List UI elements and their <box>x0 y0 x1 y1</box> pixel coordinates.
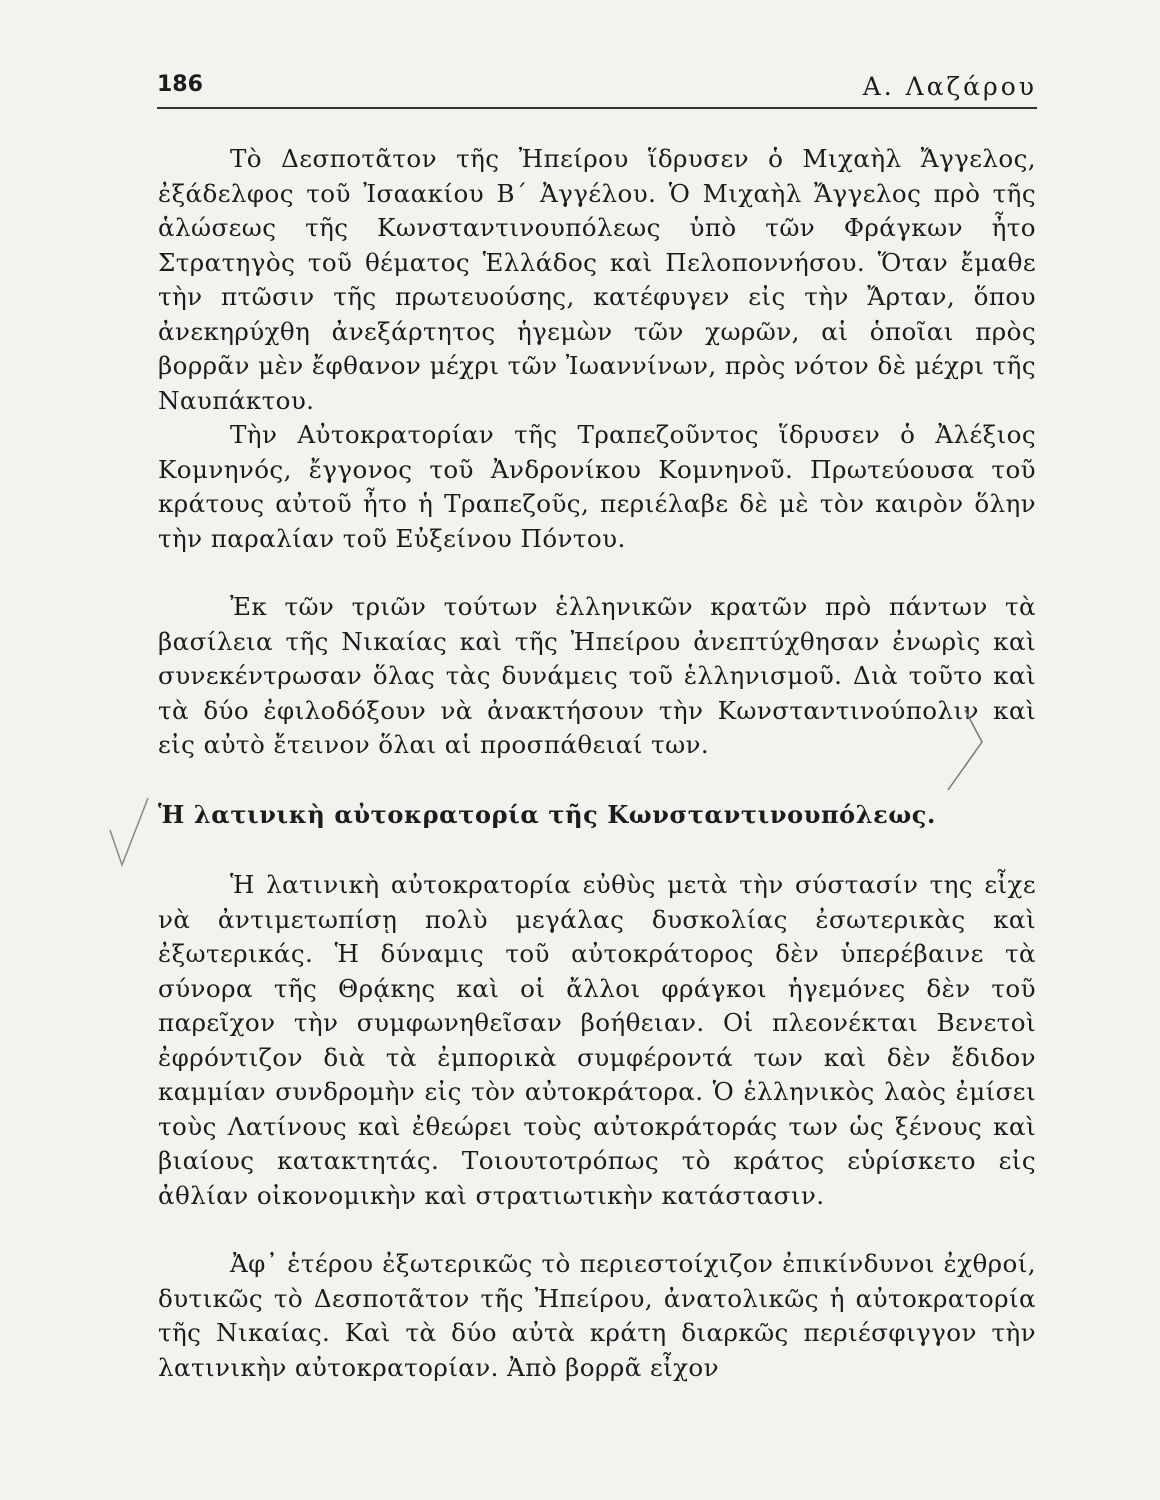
paragraph-despotate-epirus: Τὸ Δεσποτᾶτον τῆς Ἠπείρου ἵδρυσεν ὁ Μιχαὴλ Ἄγγελος, ἐξάδελφος τοῦ Ἰσαακίου Β΄ Ἀγγέλου. Ὁ Μιχαὴλ Ἄγγελος πρὸ τῆς ἁλώσεως τῆς Κωνσταντινουπόλεως ὑπὸ τῶν Φράγκων ἦτο Στρατηγὸς τοῦ θέματος Ἑλλάδος καὶ Πελοποννήσου. Ὅταν ἔμαθε τὴν πτῶσιν τῆς πρωτευούσης, κατέφυγεν εἰς τὴν Ἄρταν, ὅπου ἀνεκηρύχθη ἀνεξάρτητος ἡγεμὼν τῶν χωρῶν, αἱ ὁποῖαι πρὸς βορρᾶν μὲν ἔφθανον μέχρι τῶν Ἰωαννίνων, πρὸς νότον δὲ μέχρι τῆς Ναυπάκτου. <box>158 144 1036 415</box>
paragraph-three-states: Ἐκ τῶν τριῶν τούτων ἑλληνικῶν κρατῶν πρὸ πάντων τὰ βασίλεια τῆς Νικαίας καὶ τῆς Ἠπείρου ἀνεπτύχθησαν ἐνωρὶς καὶ συνεκέντρωσαν ὅλας τὰς δυνάμεις τοῦ ἑλληνισμοῦ. Διὰ τοῦτο καὶ τὰ δύο ἐφιλοδόξουν νὰ ἀνακτήσουν τὴν Κωνσταντινούπολιν καὶ εἰς αὐτὸ ἔτεινον ὅλαι αἱ προσπάθειαί των. <box>158 592 1036 759</box>
pencil-checkmark <box>100 790 160 870</box>
paragraph-external-enemies: Ἀφ᾽ ἑτέρου ἐξωτερικῶς τὸ περιεστοίχιζον ἐπικίνδυνοι ἐχθροί, δυτικῶς τὸ Δεσποτᾶτον τῆς Ἠπείρου, ἀνατολικῶς ἡ αὐτοκρατορία τῆς Νικαίας. Καὶ τὰ δύο αὐτὰ κράτη διαρκῶς περιέσφιγγον τὴν λατινικὴν αὐτοκρατορίαν. Ἀπὸ βορρᾶ εἶχον <box>158 1249 1036 1382</box>
paragraph-latin-empire-difficulties: Ἡ λατινικὴ αὐτοκρατορία εὐθὺς μετὰ τὴν σύστασίν της εἶχε νὰ ἀντιμετωπίσῃ πολὺ μεγάλας δυσκολίας ἐσωτερικὰς καὶ ἐξωτερικάς. Ἡ δύναμις τοῦ αὐτοκράτορος δὲν ὑπερέβαινε τὰ σύνορα τῆς Θρᾴκης καὶ οἱ ἄλλοι φράγκοι ἡγεμόνες δὲν τοῦ παρεῖχον τὴν συμφωνηθεῖσαν βοήθειαν. Οἱ πλεονέκται Βενετοὶ ἐφρόντιζον διὰ τὰ ἐμπορικὰ συμφέροντά των καὶ δὲν ἔδιδον καμμίαν συνδρομὴν εἰς τὸν αὐτοκράτορα. Ὁ ἑλληνικὸς λαὸς ἐμίσει τοὺς Λατίνους καὶ ἐθεώρει τοὺς αὐτοκράτοράς των ὡς ξένους καὶ βιαίους κατακτητάς. Τοιουτοτρόπως τὸ κράτος εὑρίσκετο εἰς ἀθλίαν οἰκονομικὴν καὶ στρατιωτικὴν κατάστασιν. <box>158 870 1036 1210</box>
pencil-annotation-mark <box>910 700 1000 800</box>
running-head-author: Α. Λαζάρου <box>862 72 1037 101</box>
page-number: 186 <box>157 72 203 97</box>
section-heading: Ἡ λατινικὴ αὐτοκρατορία τῆς Κωνσταντινουπόλεως. <box>158 800 936 829</box>
paragraph-empire-trebizond: Τὴν Αὐτοκρατορίαν τῆς Τραπεζοῦντος ἵδρυσεν ὁ Ἀλέξιος Κομνηνός, ἔγγονος τοῦ Ἀνδρονίκου Κομνηνοῦ. Πρωτεύουσα τοῦ κράτους αὐτοῦ ἦτο ἡ Τραπεζοῦς, περιέλαβε δὲ μὲ τὸν καιρὸν ὅλην τὴν παραλίαν τοῦ Εὐξείνου Πόντου. <box>158 420 1036 553</box>
page-header <box>157 72 1037 106</box>
header-rule <box>157 107 1037 109</box>
